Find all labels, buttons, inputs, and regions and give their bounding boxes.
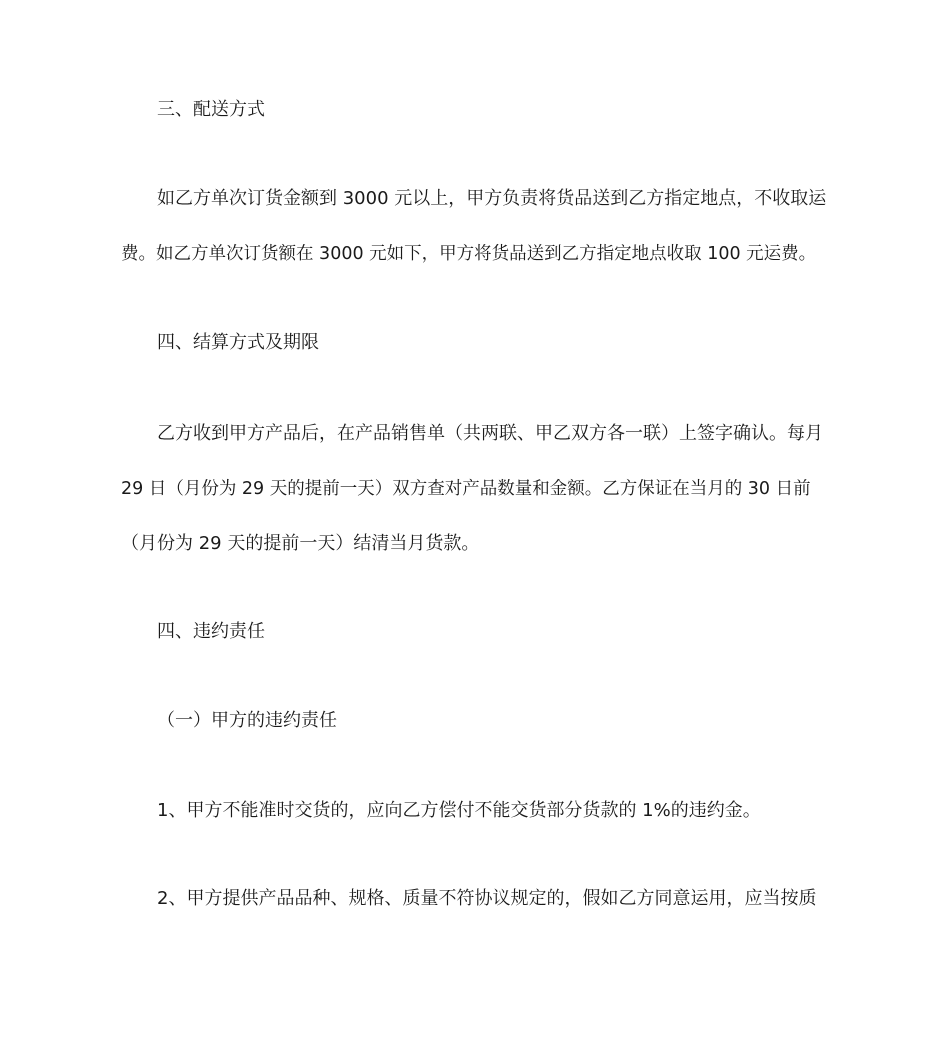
paragraph-delivery-line-1: 如乙方单次订货金额到 3000 元以上，甲方负责将货品送到乙方指定地点，不收取运: [157, 188, 827, 209]
section-heading-settlement: 四、结算方式及期限: [157, 332, 319, 353]
section-heading-delivery: 三、配送方式: [157, 99, 265, 120]
list-item-2: 2、甲方提供产品品种、规格、质量不符协议规定的，假如乙方同意运用，应当按质: [157, 888, 817, 909]
paragraph-settlement-line-2: 29 日（月份为 29 天的提前一天）双方查对产品数量和金额。乙方保证在当月的 30 日前: [121, 479, 811, 499]
list-item-1: 1、甲方不能准时交货的，应向乙方偿付不能交货部分货款的 1%的违约金。: [157, 800, 761, 821]
paragraph-settlement-line-3: （月份为 29 天的提前一天）结清当月货款。: [121, 533, 480, 554]
section-heading-liability: 四、违约责任: [157, 621, 265, 642]
subheading-party-a-liability: （一）甲方的违约责任: [157, 710, 337, 731]
paragraph-delivery-line-2: 费。如乙方单次订货额在 3000 元如下，甲方将货品送到乙方指定地点收取 100 元运费。: [121, 244, 817, 264]
paragraph-settlement-line-1: 乙方收到甲方产品后，在产品销售单（共两联、甲乙双方各一联）上签字确认。每月: [157, 423, 823, 444]
